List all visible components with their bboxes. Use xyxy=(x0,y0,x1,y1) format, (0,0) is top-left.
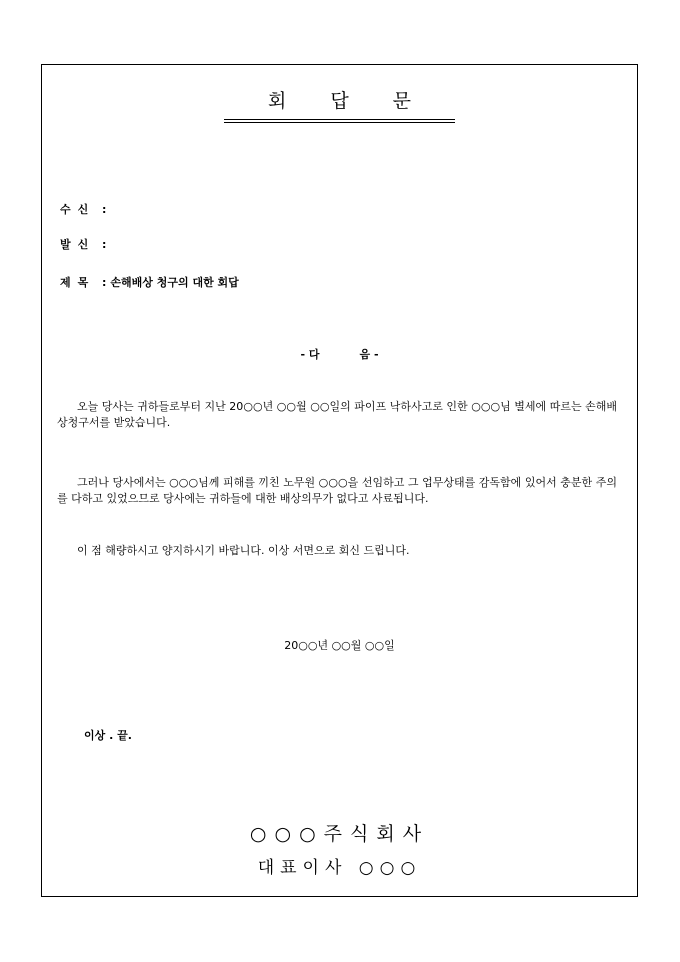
heading-left: - 다 xyxy=(300,348,320,361)
subject-value: 손해배상 청구의 대한 회답 xyxy=(110,276,239,289)
subject-field xyxy=(60,274,239,290)
subject-label: 제목 xyxy=(60,276,96,289)
sender-colon: : xyxy=(102,238,107,251)
document-page xyxy=(41,64,638,897)
company-name: ○○○주식회사 xyxy=(249,823,430,845)
document-title: 회답문 xyxy=(224,87,455,123)
representative-name: 대표이사 ○○○ xyxy=(257,858,422,878)
heading-right: 음 - xyxy=(359,348,379,361)
recipient-label: 수신 xyxy=(60,203,96,216)
sender-label: 발신 xyxy=(60,238,96,251)
section-heading xyxy=(42,346,637,362)
subject-colon: : xyxy=(102,276,107,289)
sender-field xyxy=(60,236,110,252)
closing-text: 이상 . 끝. xyxy=(84,729,132,742)
paragraph-3: 이 점 해량하시고 양지하시기 바랍니다. 이상 서면으로 회신 드립니다. xyxy=(77,544,410,557)
recipient-colon: : xyxy=(102,203,107,216)
recipient-field xyxy=(60,201,110,217)
paragraph-2: 그러나 당사에서는 ○○○님께 피해를 끼친 노무원 ○○○을 선임하고 그 업무상태를 감독함에 있어서 충분한 주의를 다하고 있었으므로 당사에는 귀하들에 대한 배상의무가 없다고 사료됩니다. xyxy=(57,476,617,505)
paragraph-1: 오늘 당사는 귀하들로부터 지난 20○○년 ○○월 ○○일의 파이프 낙하사고로 인한 ○○○님 별세에 따르는 손해배상청구서를 받았습니다. xyxy=(57,400,617,429)
title-wrap xyxy=(42,87,637,123)
document-date: 20○○년 ○○월 ○○일 xyxy=(284,639,395,652)
